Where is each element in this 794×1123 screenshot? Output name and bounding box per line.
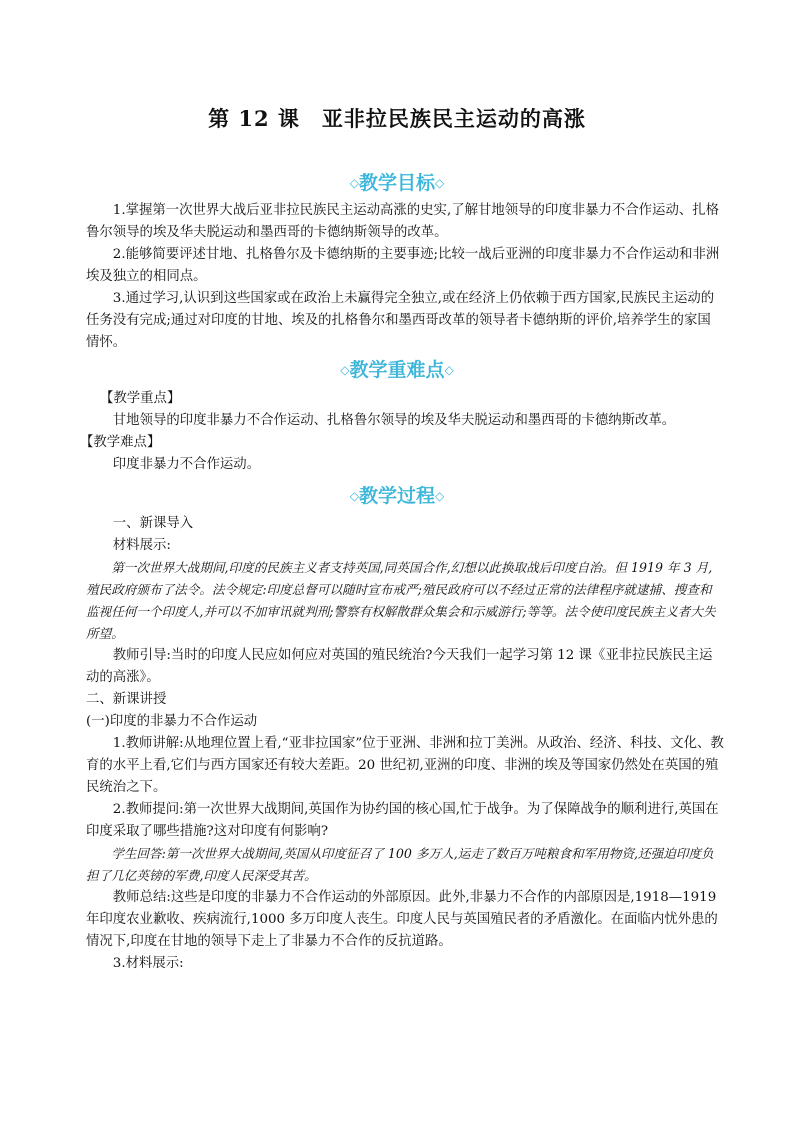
- subsection-heading: (一)印度的非暴力不合作运动: [86, 714, 258, 729]
- lesson-title: 第 12 课 亚非拉民族民主运动的高涨: [208, 106, 586, 131]
- difficulty-text: 印度非暴力不合作运动。: [112, 457, 261, 472]
- student-answer: 学生回答:第一次世界大战期间,英国从印度征召了 100 多万人,运走了数百万吨粮食和军用物资,还强迫印度负担了几亿英镑的军费,印度人民深受其苦。: [86, 846, 714, 883]
- section-heading-process: [0, 481, 794, 508]
- process-block: [86, 513, 724, 975]
- material-label: 材料展示:: [112, 538, 171, 553]
- goal-item: 2.能够简要评述甘地、扎格鲁尔及卡德纳斯的主要事迹;比较一战后亚洲的印度非暴力不合作运动和非洲埃及独立的相同点。: [86, 247, 720, 284]
- process-heading-lecture: 二、新课讲授: [86, 692, 167, 707]
- material-label-2: 3.材料展示:: [112, 956, 184, 971]
- diamond-icon: ◇: [435, 176, 445, 190]
- diamond-icon: ◇: [444, 363, 454, 377]
- section-keypoints-label: 教学重难点: [349, 359, 445, 381]
- section-process-label: 教学过程: [358, 485, 435, 507]
- material-quote: 第一次世界大战期间,印度的民族主义者支持英国,同英国合作,幻想以此换取战后印度自治。但 1919 年 3 月,殖民政府颁布了法令。法令规定:印度总督可以随时宣布戒严;殖民政府可以不经过正常的法律程序就逮捕、搜查和监视任何一个印度人,并可以不加审讯就判刑;警察有权解散群众集会和示威游行;等等。法令使印度民族主义者大失所望。: [86, 560, 716, 641]
- section-heading-goals: [0, 168, 794, 195]
- difficulty-label: 【教学难点】: [80, 435, 161, 450]
- section-heading-keypoints: [0, 355, 794, 382]
- goal-item: 1.掌握第一次世界大战后亚非拉民族民主运动高涨的史实,了解甘地领导的印度非暴力不合作运动、扎格鲁尔领导的埃及华夫脱运动和墨西哥的卡德纳斯领导的改革。: [86, 203, 720, 240]
- teacher-question: 2.教师提问:第一次世界大战期间,英国作为协约国的核心国,忙于战争。为了保障战争的顺利进行,英国在印度采取了哪些措施?这对印度有何影响?: [86, 802, 719, 839]
- goal-item: 3.通过学习,认识到这些国家或在政治上未赢得完全独立,或在经济上仍依赖于西方国家,民族民主运动的任务没有完成;通过对印度的甘地、埃及的扎格鲁尔和墨西哥改革的领导者卡德纳斯的评价,培养学生的家国情怀。: [86, 291, 715, 350]
- diamond-icon: ◇: [349, 176, 359, 190]
- key-label: 【教学重点】: [100, 391, 181, 406]
- teacher-explain: 1.教师讲解:从地理位置上看,“亚非拉国家”位于亚洲、非洲和拉丁美洲。从政治、经济、科技、文化、教育的水平上看,它们与西方国家还有较大差距。20 世纪初,亚洲的印度、非洲的埃及等国家仍然处在英国的殖民统治之下。: [86, 736, 724, 795]
- goals-list: [86, 200, 724, 354]
- teacher-summary: 教师总结:这些是印度的非暴力不合作运动的外部原因。此外,非暴力不合作的内部原因是,1918—1919 年印度农业歉收、疾病流行,1000 多万印度人丧生。印度人民与英国殖民者的矛盾激化。在面临内忧外患的情况下,印度在甘地的领导下走上了非暴力不合作的反抗道路。: [86, 890, 718, 949]
- section-goals-label: 教学目标: [358, 172, 435, 194]
- key-text: 甘地领导的印度非暴力不合作运动、扎格鲁尔领导的埃及华夫脱运动和墨西哥的卡德纳斯改革。: [112, 413, 676, 428]
- process-heading-intro: 一、新课导入: [112, 516, 194, 531]
- diamond-icon: ◇: [349, 489, 359, 503]
- diamond-icon: ◇: [435, 489, 445, 503]
- keypoints-block: [80, 388, 724, 476]
- teacher-guide: 教师引导:当时的印度人民应如何应对英国的殖民统治?今天我们一起学习第 12 课《亚非拉民族民主运动的高涨》。: [86, 648, 713, 685]
- diamond-icon: ◇: [340, 363, 350, 377]
